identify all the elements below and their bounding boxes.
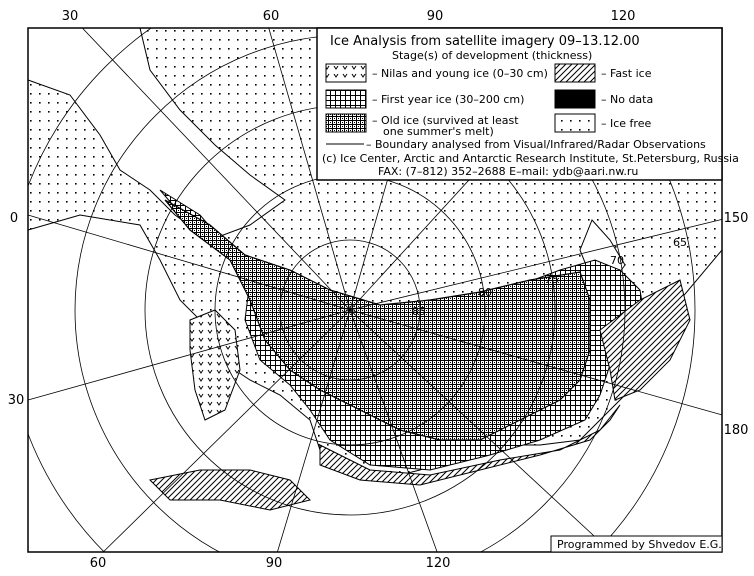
legend-contact: FAX: (7–812) 352–2688 E–mail: ydb@aari.nw.ru <box>378 165 639 178</box>
legend-label-first-year: – First year ice (30–200 cm) <box>372 93 525 106</box>
lat-label-75: 75 <box>545 273 559 286</box>
legend-label-boundary: – Boundary analysed from Visual/Infrared/Radar Observations <box>366 138 706 151</box>
top-tick-120: 120 <box>610 9 636 24</box>
legend-swatch-first-year <box>326 90 366 108</box>
left-tick-0: 0 <box>9 211 19 226</box>
credit-box <box>551 536 722 552</box>
legend-copyright: (c) Ice Center, Arctic and Antarctic Research Institute, St.Petersburg, Russia <box>322 152 739 165</box>
legend-label-old-ice-2: one summer's melt) <box>383 125 494 138</box>
legend-swatch-no-data <box>555 90 595 108</box>
top-tick-90: 90 <box>426 9 444 24</box>
legend-title: Ice Analysis from satellite imagery 09–13.12.00 <box>330 34 640 49</box>
legend-label-old-ice-1: – Old ice (survived at least <box>372 114 519 127</box>
top-tick-30: 30 <box>61 9 79 24</box>
bottom-tick-60: 60 <box>89 556 107 571</box>
legend-label-no-data: – No data <box>601 93 654 106</box>
bottom-tick-120: 120 <box>425 556 451 571</box>
lat-label-80: 80 <box>478 286 492 299</box>
right-tick-180: 180 <box>723 423 749 438</box>
credit-text: Programmed by Shvedov E.G. <box>557 538 722 551</box>
bottom-tick-90: 90 <box>265 556 283 571</box>
legend-label-fast-ice: – Fast ice <box>601 67 652 80</box>
legend-label-nilas: – Nilas and young ice (0–30 cm) <box>372 67 548 80</box>
legend-subtitle: Stage(s) of development (thickness) <box>392 49 593 62</box>
legend-swatch-nilas <box>326 64 366 82</box>
legend <box>317 28 739 180</box>
left-tick-30: 30 <box>7 393 25 408</box>
legend-swatch-fast-ice <box>555 64 595 82</box>
lat-label-70: 70 <box>610 254 624 267</box>
lat-label-85: 85 <box>412 305 426 318</box>
legend-swatch-ice-free <box>555 114 595 132</box>
legend-swatch-old-ice <box>326 114 366 132</box>
lat-label-65: 65 <box>673 236 687 249</box>
top-tick-60: 60 <box>262 9 280 24</box>
right-tick-150: 150 <box>723 211 749 226</box>
legend-label-ice-free: – Ice free <box>601 117 652 130</box>
